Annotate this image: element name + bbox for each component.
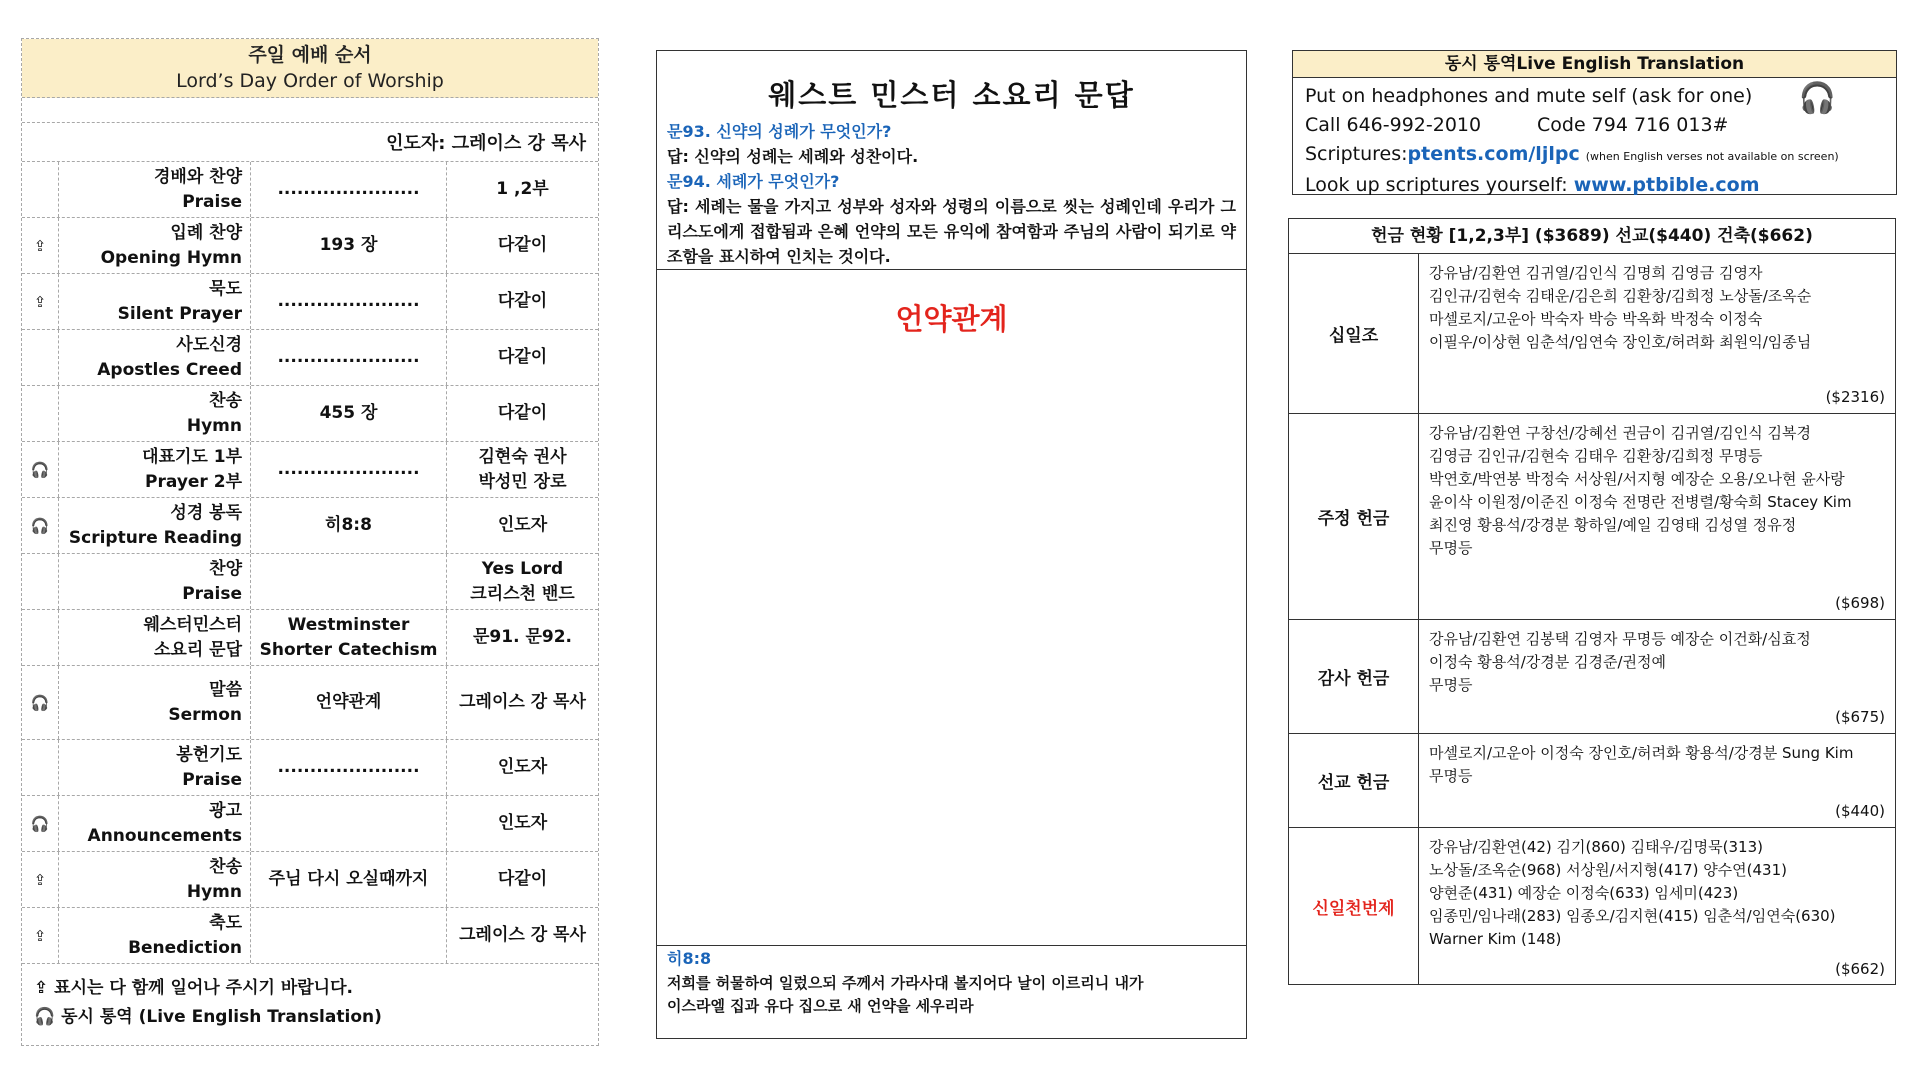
item-name-cell	[59, 162, 251, 217]
item-name-cell	[59, 908, 251, 963]
item-name-cell	[59, 852, 251, 907]
row-icon-cell	[22, 386, 59, 441]
row-icon-cell	[22, 740, 59, 795]
stand-note: 표시는 다 함께 일어나 주시기 바랍니다.	[54, 978, 353, 998]
live-translation-box	[1292, 50, 1897, 195]
worship-row	[22, 442, 598, 498]
item-leader: 인도자	[497, 515, 548, 535]
row-icon-cell	[22, 442, 59, 497]
donor-line: 마셀로지/고운아 이정숙 장인호/허려화 황용석/강경분 Sung Kim	[1429, 744, 1854, 762]
worship-header	[22, 39, 598, 98]
donor-line: 마셀로지/고운아 박숙자 박승 박옥화 박정숙 이정숙	[1429, 310, 1763, 328]
item-detail: 히8:8	[325, 515, 372, 535]
item-name-en: Sermon	[168, 704, 242, 725]
donor-line: 김영금 김인규/김현숙 김태우 김환창/김희정 무명등	[1429, 447, 1763, 465]
translation-info	[1293, 78, 1896, 204]
stand-icon: ⇪	[33, 926, 47, 945]
item-leader-cell	[447, 330, 598, 385]
item-leader-cell	[447, 386, 598, 441]
item-leader-cell	[447, 666, 598, 739]
row-icon-cell	[22, 498, 59, 553]
sermon-title: 언약관계	[895, 302, 1008, 336]
donor-line: 양현준(431) 예장순 이정숙(633) 임세미(423)	[1429, 884, 1739, 902]
item-detail-cell	[251, 330, 447, 385]
offering-header: 헌금 현황 [1,2,3부] ($3689) 선교($440) 건축($662)	[1289, 219, 1895, 254]
item-name-cell	[59, 796, 251, 851]
catechism-qa	[657, 51, 1246, 270]
donor-list	[1419, 620, 1895, 733]
order-of-worship	[21, 38, 599, 1046]
stand-icon: ⇪	[33, 292, 47, 311]
item-name-cell	[59, 554, 251, 609]
headphones-icon: 🎧	[34, 1007, 56, 1027]
item-name-en: Scripture Reading	[68, 527, 242, 548]
item-name-ko: 대표기도 1부	[142, 446, 242, 467]
item-detail-cell	[251, 442, 447, 497]
donor-line: 이정숙 황용석/강경분 김경준/권정예	[1429, 653, 1666, 671]
answer-93: 답: 신약의 성례는 세례와 성찬이다.	[667, 147, 919, 166]
item-name-cell	[59, 218, 251, 273]
worship-row	[22, 666, 598, 740]
worship-row	[22, 330, 598, 386]
worship-rows	[22, 162, 598, 964]
item-leader: 김현숙 권사	[478, 446, 567, 467]
item-leader-cell	[447, 908, 598, 963]
ptbible-link[interactable]: www.ptbible.com	[1573, 174, 1760, 196]
row-icon-cell	[22, 218, 59, 273]
item-name-ko: 경배와 찬양	[153, 166, 242, 187]
offering-category: 감사 헌금	[1289, 620, 1419, 733]
worship-row	[22, 218, 598, 274]
item-name-ko: 찬양	[209, 558, 242, 579]
headphones-icon: 🎧	[30, 460, 50, 479]
donor-line: 강유남/김환연 구창선/강혜선 권금이 김귀열/김인식 김복경	[1429, 424, 1811, 442]
donor-line: 최진영 황용석/강경분 황하일/예일 김영태 김성열 정유정	[1429, 516, 1797, 534]
answer-94: 답: 세례는 물을 가지고 성부와 성자와 성령의 이름으로 씻는 성례인데 우리가 그리스도에게 접합됨과 은혜 언약의 모든 유익에 참여함과 주님의 사람이 되기로 약조함을 표시하여 인치는 것이다.	[667, 197, 1236, 266]
item-leader-cell	[447, 610, 598, 665]
item-leader-cell	[447, 162, 598, 217]
call-number: Call 646-992-2010	[1305, 114, 1482, 136]
worship-row	[22, 162, 598, 218]
scripture-footer	[657, 946, 1246, 1018]
item-detail: Westminster	[287, 614, 410, 635]
worship-row	[22, 796, 598, 852]
row-icon-cell	[22, 852, 59, 907]
item-name-en: Praise	[182, 191, 242, 212]
stand-icon: ⇪	[33, 870, 47, 889]
item-leader: 그레이스 강 목사	[459, 925, 586, 945]
item-detail-cell	[251, 554, 447, 609]
donor-line: 임종민/임나래(283) 임종오/김지현(415) 임춘석/임연숙(630)	[1429, 907, 1836, 925]
item-name-ko: 광고	[209, 800, 242, 821]
item-leader: 인도자	[497, 813, 548, 833]
offering-rows	[1289, 254, 1895, 985]
item-detail-cell	[251, 386, 447, 441]
item-detail: ......................	[277, 757, 420, 777]
item-name-en: Announcements	[87, 825, 242, 846]
stand-icon: ⇪	[33, 236, 47, 255]
item-name-en: Prayer 2부	[145, 471, 242, 492]
scripture-verse-line-2: 이스라엘 집과 유다 집으로 새 언약을 세우리라	[667, 997, 974, 1015]
donor-line: 윤이삭 이원정/이준진 이정숙 전명란 전병렬/황숙희 Stacey Kim	[1429, 493, 1852, 511]
item-leader-cell	[447, 796, 598, 851]
item-leader: 다같이	[497, 347, 548, 367]
item-leader-cell	[447, 274, 598, 329]
item-name-ko: 사도신경	[176, 334, 242, 355]
item-leader: 문91. 문92.	[473, 627, 572, 647]
offering-category: 주정 헌금	[1289, 414, 1419, 619]
offering-category: 선교 헌금	[1289, 734, 1419, 827]
scriptures-link[interactable]: ptents.com/ljlpc	[1407, 143, 1580, 165]
item-name-ko: 묵도	[209, 278, 242, 299]
item-name-ko: 봉헌기도	[176, 744, 242, 765]
offering-amount: ($2316)	[1825, 388, 1885, 406]
item-name-en: Apostles Creed	[97, 359, 242, 380]
scripture-verse-line-1: 저희를 허물하여 일렀으되 주께서 가라사대 볼지어다 날이 이르리니 내가	[667, 974, 1144, 992]
row-icon-cell	[22, 610, 59, 665]
offering-row	[1289, 414, 1895, 620]
worship-row	[22, 498, 598, 554]
worship-leader: 인도자: 그레이스 강 목사	[22, 123, 598, 162]
offering-row	[1289, 254, 1895, 414]
question-94: 문94. 세례가 무엇인가?	[667, 172, 840, 191]
item-detail: 455 장	[319, 403, 378, 423]
row-icon-cell	[22, 908, 59, 963]
donor-list	[1419, 254, 1895, 413]
headphones-icon: 🎧	[30, 814, 50, 833]
item-detail: 언약관계	[315, 692, 382, 712]
item-leader-cell	[447, 852, 598, 907]
row-icon-cell	[22, 666, 59, 739]
donor-line: 이필우/이상현 임춘석/임연숙 장인호/허려화 최원익/임종님	[1429, 333, 1812, 351]
worship-notes	[22, 964, 598, 1042]
item-name-en: Silent Prayer	[117, 303, 242, 324]
item-detail-2: Shorter Catechism	[259, 639, 438, 660]
item-detail-cell	[251, 162, 447, 217]
offering-category: 신일천번제	[1289, 828, 1419, 985]
item-name-ko: 찬송	[209, 390, 242, 411]
item-detail: ......................	[277, 291, 420, 311]
headphones-icon: 🎧	[1798, 81, 1836, 116]
offering-row	[1289, 828, 1895, 985]
meeting-code: Code 794 716 013#	[1537, 114, 1729, 136]
donor-line: 김인규/김현숙 김태운/김은희 김환창/김희정 노상돌/조옥순	[1429, 287, 1812, 305]
item-leader: 1 ,2부	[496, 179, 549, 199]
headphones-icon: 🎧	[30, 693, 50, 712]
donor-list	[1419, 734, 1895, 827]
item-name-cell	[59, 498, 251, 553]
item-leader-cell	[447, 442, 598, 497]
offering-category: 십일조	[1289, 254, 1419, 413]
scriptures-label: Scriptures:	[1305, 143, 1408, 165]
offering-amount: ($675)	[1835, 708, 1885, 726]
scriptures-note: (when English verses not available on screen)	[1585, 150, 1839, 163]
row-icon-cell	[22, 796, 59, 851]
headphones-icon: 🎧	[30, 516, 50, 535]
item-leader: 다같이	[497, 403, 548, 423]
item-name-en: 소요리 문답	[153, 639, 242, 660]
stand-icon: ⇪	[34, 978, 49, 998]
item-name-ko: 입례 찬양	[170, 222, 242, 243]
item-detail-cell	[251, 740, 447, 795]
item-detail: ......................	[277, 459, 420, 479]
item-name-cell	[59, 740, 251, 795]
scripture-reference: 히8:8	[667, 949, 712, 968]
donor-list	[1419, 414, 1895, 619]
donor-line: 강유남/김환연 김귀열/김인식 김명희 김영금 김영자	[1429, 264, 1763, 282]
row-icon-cell	[22, 330, 59, 385]
worship-row	[22, 852, 598, 908]
item-name-ko: 웨스터민스터	[143, 614, 242, 635]
worship-title-ko: 주일 예배 순서	[248, 44, 372, 66]
translation-header: 동시 통역Live English Translation	[1293, 51, 1896, 78]
item-detail-cell	[251, 796, 447, 851]
offering-row	[1289, 620, 1895, 734]
offering-table	[1288, 218, 1896, 985]
worship-row	[22, 554, 598, 610]
item-name-en: Hymn	[186, 415, 242, 436]
item-leader-cell	[447, 218, 598, 273]
item-name-cell	[59, 442, 251, 497]
item-leader-cell	[447, 498, 598, 553]
item-leader: 다같이	[497, 869, 548, 889]
item-name-en: Benediction	[128, 937, 242, 958]
item-name-ko: 성경 봉독	[170, 502, 242, 523]
row-icon-cell	[22, 274, 59, 329]
item-leader: 그레이스 강 목사	[459, 692, 586, 712]
offering-amount: ($662)	[1835, 960, 1885, 978]
item-leader: 다같이	[497, 291, 548, 311]
worship-row	[22, 386, 598, 442]
offering-amount: ($440)	[1835, 802, 1885, 820]
item-name-cell	[59, 330, 251, 385]
item-name-ko: 말씀	[209, 679, 242, 700]
item-name-en: Opening Hymn	[100, 247, 242, 268]
donor-line: 강유남/김환연(42) 김기(860) 김태우/김명묵(313)	[1429, 838, 1763, 856]
item-name-en: Praise	[182, 583, 242, 604]
donor-line: 박연호/박연봉 박정숙 서상원/서지형 예장순 오용/오나현 윤사랑	[1429, 470, 1845, 488]
item-leader: 다같이	[497, 235, 548, 255]
item-detail-cell	[251, 274, 447, 329]
donor-line: 무명등	[1429, 767, 1473, 785]
item-detail-cell	[251, 218, 447, 273]
item-detail: ......................	[277, 347, 420, 367]
item-name-cell	[59, 274, 251, 329]
item-detail-cell	[251, 908, 447, 963]
item-leader: 인도자	[497, 757, 548, 777]
item-detail-cell	[251, 610, 447, 665]
row-icon-cell	[22, 162, 59, 217]
item-name-en: Praise	[182, 769, 242, 790]
worship-row	[22, 740, 598, 796]
item-detail: 주님 다시 오실때까지	[268, 869, 429, 889]
item-name-cell	[59, 666, 251, 739]
item-detail-cell	[251, 852, 447, 907]
worship-row	[22, 610, 598, 666]
item-leader-cell	[447, 554, 598, 609]
item-detail: 193 장	[319, 235, 378, 255]
donor-line: 무명등	[1429, 539, 1473, 557]
question-93: 문93. 신약의 성례가 무엇인가?	[667, 122, 892, 141]
item-leader-2: 크리스천 밴드	[470, 583, 575, 604]
sermon-area	[657, 270, 1246, 946]
offering-amount: ($698)	[1835, 594, 1885, 612]
offering-row	[1289, 734, 1895, 828]
item-detail-cell	[251, 666, 447, 739]
item-name-cell	[59, 610, 251, 665]
donor-line: Warner Kim (148)	[1429, 930, 1562, 948]
item-name-ko: 축도	[209, 912, 242, 933]
donor-list	[1419, 828, 1895, 985]
catechism-panel	[656, 50, 1247, 1039]
item-detail-cell	[251, 498, 447, 553]
headphones-instruction: Put on headphones and mute self (ask for one)	[1305, 85, 1753, 107]
lookup-label: Look up scriptures yourself:	[1305, 174, 1574, 196]
donor-line: 강유남/김환연 김봉택 김영자 무명등 예장순 이건화/심효정	[1429, 630, 1811, 648]
item-name-cell	[59, 386, 251, 441]
donor-line: 노상돌/조옥순(968) 서상원/서지형(417) 양수연(431)	[1429, 861, 1787, 879]
item-detail: ......................	[277, 179, 420, 199]
item-name-ko: 찬송	[209, 856, 242, 877]
worship-row	[22, 908, 598, 964]
row-icon-cell	[22, 554, 59, 609]
catechism-title: 웨스트 민스터 소요리 문답	[768, 78, 1135, 112]
item-leader: Yes Lord	[481, 558, 564, 579]
worship-spacer	[22, 98, 598, 123]
item-leader-2: 박성민 장로	[478, 471, 567, 492]
worship-title-en: Lord’s Day Order of Worship	[176, 70, 444, 92]
worship-row	[22, 274, 598, 330]
donor-line: 무명등	[1429, 676, 1473, 694]
translation-note: 동시 통역 (Live English Translation)	[61, 1007, 382, 1027]
item-name-en: Hymn	[186, 881, 242, 902]
item-leader-cell	[447, 740, 598, 795]
